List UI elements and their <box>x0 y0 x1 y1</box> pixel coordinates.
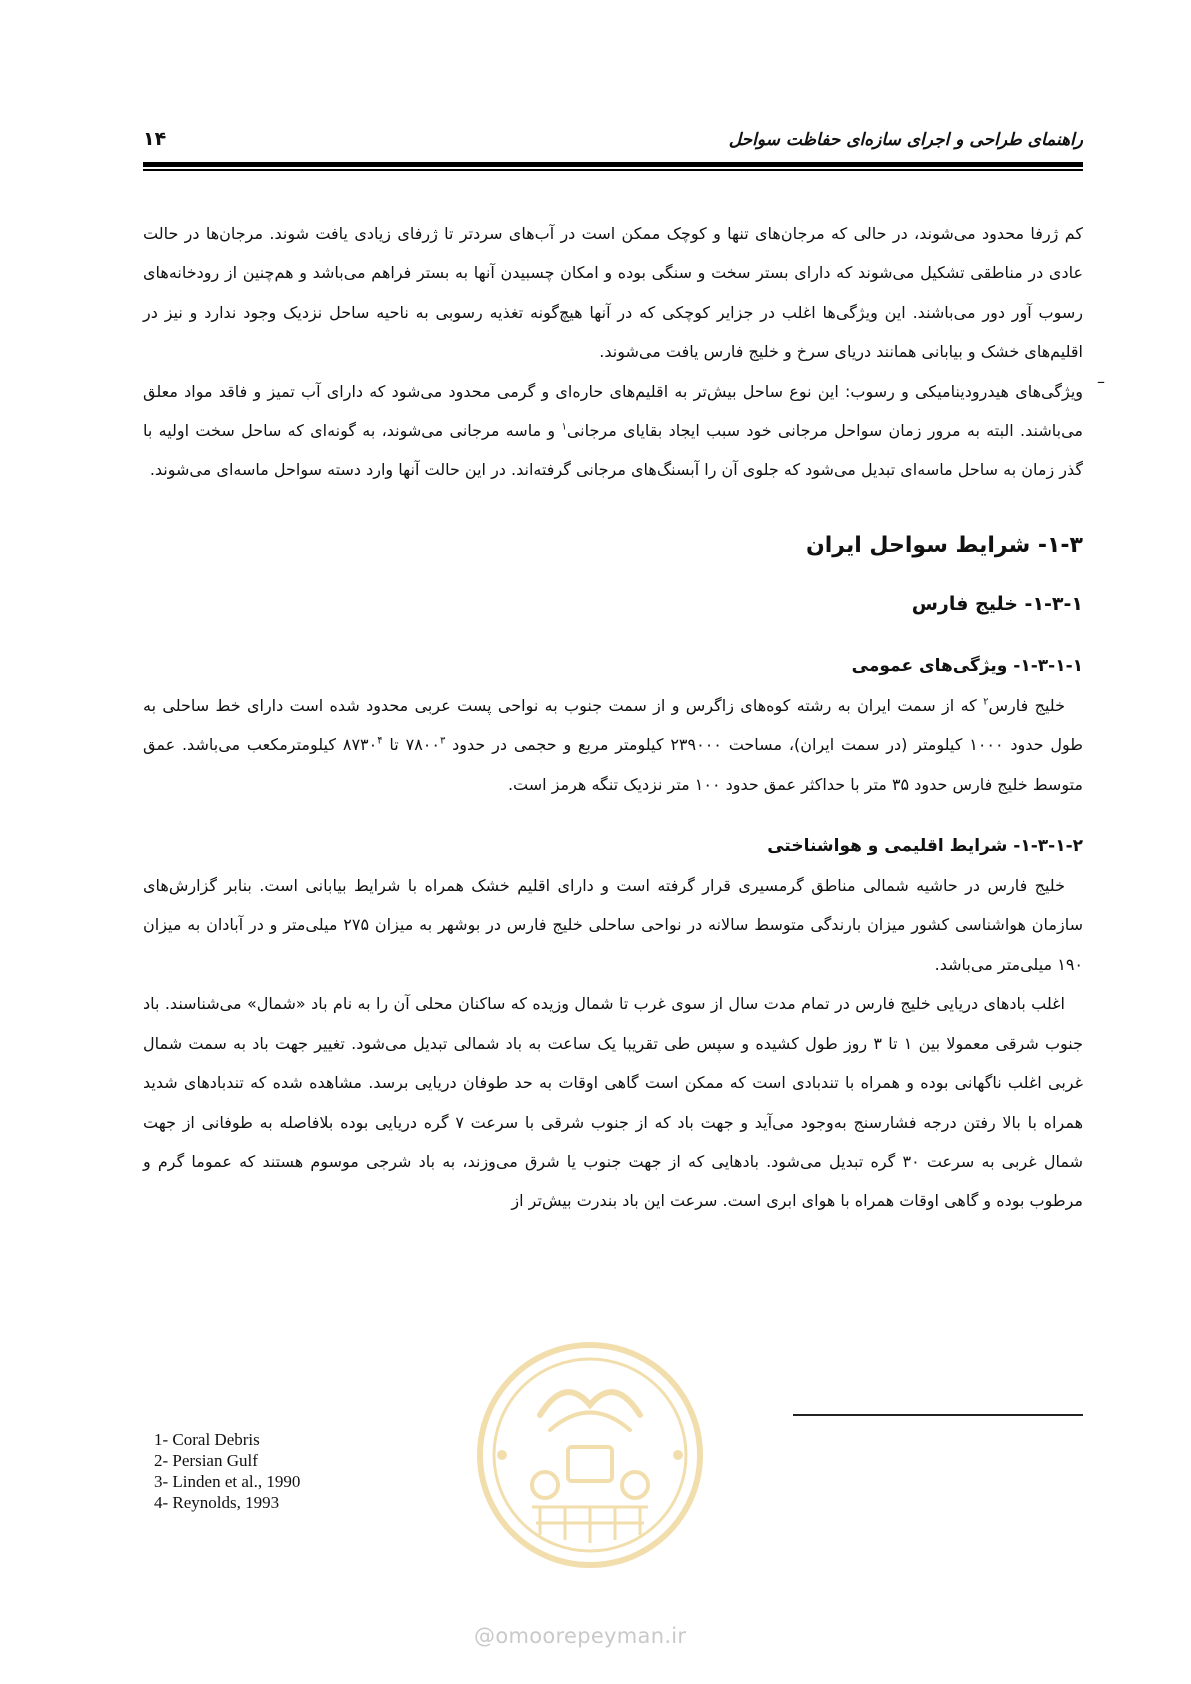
footnote-ref-2[interactable]: ۲ <box>983 696 989 708</box>
footnotes <box>154 1429 300 1513</box>
p2-text-c: تا ۸۷۳۰ <box>342 735 406 755</box>
p2-text-b: که از سمت ایران به رشته کوه‌های زاگرس و از سمت جنوب به نواحی پست عربی محدود شده است دارای خط ساحلی به طول حدود ۱۰۰۰ کیلومتر (در سمت ایران)، مساحت ۲۳۹۰۰۰ کیلومتر مربع و حجمی در حدود ۷۸۰۰ <box>143 695 1084 755</box>
paragraph-coral-habitat: کم ژرفا محدود می‌شوند، در حالی که مرجان‌های تنها و کوچک ممکن است در آب‌های سردتر تا ژرفای زیادی یافت شوند. مرجان‌ها در حالت عادی در مناطقی تشکیل می‌شوند که دارای بستر سخت و سنگی بوده و امکان چسبیدن آنها به بستر فراهم می‌باشد و هم‌چنین از رودخانه‌های رسوب آور دور می‌باشند. این ویژگی‌ها اغلب در جزایر کوچکی که در آنها هیچ‌گونه تغذیه رسوبی به ناحیه ساحل نزدیک وجود ندارد و نیز در اقلیم‌های خشک و بیابانی همانند دریای سرخ و خلیج فارس یافت می‌شوند. <box>143 224 1083 362</box>
header-rule-thin <box>143 169 1083 171</box>
watermark-seal-icon <box>470 1335 710 1575</box>
at-icon: @ <box>474 1624 496 1648</box>
footnote-ref-4[interactable]: ۴ <box>377 735 383 747</box>
watermark-url <box>474 1624 686 1648</box>
header-rule-thick <box>143 162 1083 167</box>
footnote-ref-1[interactable]: ۱ <box>561 421 567 433</box>
subsection-heading-persian-gulf: ۱-۳-۱- خلیج فارس <box>911 592 1083 615</box>
page-number: ۱۴ <box>143 128 167 150</box>
bullet-text-part1: ویژگی‌های هیدرودینامیکی و رسوب: این نوع ساحل بیش‌تر به اقلیم‌های حاره‌ای و گرمی محدود می‌شود که دارای آب تمیز و فاقد مواد معلق می‌باشند. البته به مرور زمان سواحل مرجانی خود سبب ایجاد بقایای مرجانی <box>143 381 1083 441</box>
bullet-hydrodynamics <box>143 371 1105 490</box>
footnote-4: 4- Reynolds, 1993 <box>154 1493 280 1512</box>
bullet-text <box>143 372 1083 490</box>
footnote-2: 2- Persian Gulf <box>154 1451 258 1470</box>
header-title: راهنمای طراحی و اجرای سازه‌ای حفاظت سواحل <box>728 130 1083 150</box>
p2-text-d: کیلومترمکعب می‌باشد. عمق متوسط خلیج فارس حدود ۳۵ متر با حداکثر عمق حدود ۱۰۰ متر نزدیک تنگه هرمز است. <box>143 735 1083 794</box>
main-content <box>143 214 1105 1221</box>
footnote-3: 3- Linden et al., 1990 <box>154 1472 301 1491</box>
paragraph-climate: خلیج فارس در حاشیه شمالی مناطق گرمسیری قرار گرفته است و دارای اقلیم خشک همراه با شرایط بیابانی است. بنابر گزارش‌های سازمان هواشناسی کشور میزان بارندگی متوسط سالانه در نواحی ساحلی خلیج فارس در بوشهر به میزان ۲۷۵ میلی‌متر و در آبادان به میزان ۱۹۰ میلی‌متر می‌باشد. <box>143 876 1083 974</box>
paragraph-gulf-general <box>143 686 1083 804</box>
footnote-separator <box>793 1414 1083 1416</box>
paragraph-winds: اغلب بادهای دریایی خلیج فارس در تمام مدت سال از سوی غرب تا شمال وزیده که ساکنان محلی آن را به نام باد «شمال» می‌شناسند. باد جنوب شرقی معمولا بین ۱ تا ۳ روز طول کشیده و سپس طی تقریبا یک ساعت به باد شمالی تبدیل می‌شود. تغییر جهت باد به سمت شمال غربی اغلب ناگهانی بوده و همراه با تندبادی است که ممکن است گاهی اوقات به حد طوفان دریایی برسد. مشاهده شده که تندبادهای شدید همراه با بالا رفتن درجه فشارسنج به‌وجود می‌آید و جهت باد که از جنوب شرقی با سرعت ۷ گره دریایی بوده بلافاصله به طوفانی از جهت شمال غربی به سرعت ۳۰ گره تبدیل می‌شود. بادهایی که از جهت جنوب یا شرق می‌وزند، به باد شرجی موسوم هستند که عموما گرم و مرطوب بوده و گاهی اوقات همراه با هوای ابری است. سرعت این باد بندرت بیش‌تر از <box>143 994 1084 1211</box>
footnote-1: 1- Coral Debris <box>154 1430 260 1449</box>
watermark-url-text: omoorepeyman.ir <box>495 1624 687 1648</box>
footnote-ref-3[interactable]: ۳ <box>439 735 446 747</box>
p2-text-a: خلیج فارس <box>988 695 1065 715</box>
bullet-text-part2: و ماسه مرجانی می‌شوند، به گونه‌ای که ساحل سخت اولیه با گذر زمان به ساحل ماسه‌ای تبدیل می‌شود که جلوی آن را آبسنگ‌های مرجانی گرفته‌اند. در این حالت آنها وارد دسته سواحل ماسه‌ای می‌شوند. <box>143 421 1083 480</box>
section-heading-iran-coasts: ۱-۳- شرایط سواحل ایران <box>805 532 1083 558</box>
subsubsection-heading-general: ۱-۳-۱-۱- ویژگی‌های عمومی <box>851 655 1083 676</box>
bullet-dash: – <box>1097 371 1105 391</box>
subsubsection-heading-climate: ۱-۳-۱-۲- شرایط اقلیمی و هواشناختی <box>767 836 1083 857</box>
